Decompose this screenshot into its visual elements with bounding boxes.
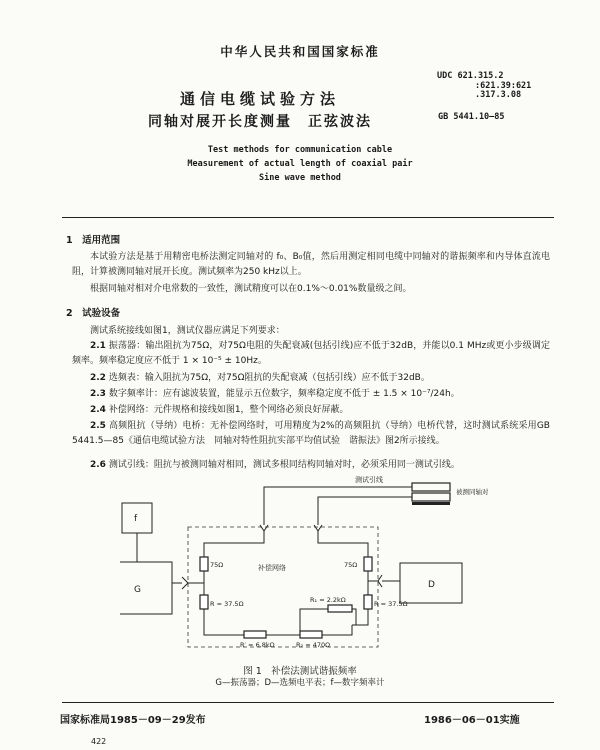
- test-lead-wire: [318, 497, 412, 525]
- resistor-r-left: [200, 595, 208, 609]
- network-connector: [378, 575, 382, 587]
- clause: [72, 419, 550, 449]
- clause-number: 2.1: [90, 341, 106, 351]
- resistor-r1: [328, 605, 352, 612]
- resistor-label: 75Ω: [344, 561, 358, 569]
- resistor-label: R₁ = 2.2kΩ: [310, 596, 346, 604]
- coax-connector: [412, 483, 450, 491]
- udc-classification: [437, 72, 531, 101]
- level-meter-label: D: [428, 580, 435, 590]
- udc-line: UDC 621.315.2: [437, 71, 504, 81]
- clause-number: 2.4: [90, 405, 106, 415]
- page-number: 422: [91, 737, 107, 746]
- country-standard-heading: 中华人民共和国国家标准: [220, 44, 380, 59]
- clause-text: 高频阻抗（导纳）电桥：无补偿网络时，可用精度为2%的高频阻抗（导纳）电桥代替，这时测试系统采用GB 5441.5—85《通信电缆试验方法 同轴对特性阻抗实部平均值试验 谐振法》图2所示接线。: [72, 421, 550, 446]
- footer-rule: [62, 702, 554, 703]
- clause: [72, 387, 550, 402]
- resistor-75-right: [364, 557, 372, 571]
- section-heading: 1 适用范围: [66, 235, 121, 246]
- clause-text: 测试引线：阻抗与被测同轴对相同，测试多根同结构同轴对时，必须采用同一测试引线。: [108, 460, 460, 470]
- network-connector: [314, 525, 322, 531]
- network-connector: [260, 525, 268, 531]
- clause-number: 2.3: [90, 389, 106, 399]
- resistor-75-left: [200, 557, 208, 571]
- network-label: 补偿网络: [258, 564, 286, 572]
- clause: [72, 339, 550, 369]
- coax-cable: [412, 502, 450, 505]
- udc-line: .317.3.08: [475, 90, 522, 100]
- resistor-label: 75Ω: [210, 561, 224, 569]
- wire: [318, 531, 368, 557]
- wire: [352, 609, 356, 625]
- resistor-label: R′ = 6.8kΩ: [240, 641, 275, 649]
- effective-date: 1986－06－01实施: [424, 715, 520, 726]
- paragraph: 测试系统接线如图1，测试仪器应满足下列要求：: [90, 326, 285, 336]
- english-title-line: Measurement of actual length of coaxial pair: [187, 159, 413, 169]
- clause: [72, 458, 550, 473]
- resistor-label: R = 37.5Ω: [374, 600, 408, 608]
- english-title-line: Sine wave method: [259, 173, 341, 183]
- clause-text: 补偿网络：元件规格和接线如图1，整个网络必须良好屏蔽。: [108, 405, 349, 415]
- section-heading: 2 试验设备: [66, 308, 121, 319]
- resistor-r-prime: [244, 631, 266, 638]
- coax-under-test-label: 被测同轴对: [456, 488, 489, 496]
- frequency-counter-label: f: [134, 514, 138, 524]
- document-subtitle: 同轴对展开长度测量 正弦波法: [148, 114, 372, 130]
- clause-text: 选频表：输入阻抗为75Ω，对75Ω阻抗的失配衰减（包括引线）应不低于32dB。: [108, 373, 430, 383]
- oscillator-box: [120, 562, 172, 614]
- network-shield: [188, 527, 378, 647]
- clause-text: 数字频率计：应有滤波装置，能显示五位数字，频率稳定度不低于 ± 1.5 × 10⁻⁷/24h。: [108, 389, 460, 399]
- issue-date: 国家标准局1985－09－29发布: [60, 715, 206, 726]
- figure-legend: G—振荡器；D—选频电平表；f—数字频率计: [215, 678, 385, 688]
- english-title-line: Test methods for communication cable: [207, 145, 393, 155]
- wire: [322, 625, 352, 635]
- test-lead-label: 测试引线: [355, 476, 383, 484]
- resistor-label: R = 37.5Ω: [210, 600, 244, 608]
- clause: [72, 371, 550, 386]
- resistor-r2: [300, 631, 322, 638]
- gb-number: GB 5441.10—85: [438, 112, 505, 122]
- figure-caption: 图 1 补偿法测试谐振频率: [243, 666, 357, 677]
- coax-connector: [412, 493, 450, 501]
- clause-text: 振荡器：输出阻抗为75Ω，对75Ω电阻的失配衰减(包括引线)应不低于32dB，并能以0.1 MHz或更小步级调定频率。频率稳定度应不低于 1 × 10⁻⁵ ± 10Hz。: [72, 341, 550, 366]
- circuit-diagram: [120, 475, 500, 660]
- test-lead-wire: [264, 487, 412, 525]
- wire: [204, 609, 244, 635]
- clause-number: 2.2: [90, 373, 106, 383]
- network-connector: [182, 577, 188, 589]
- resistor-r-right: [364, 595, 372, 609]
- clause-number: 2.5: [90, 421, 106, 431]
- paragraph: 根据同轴对相对介电常数的一致性，测试精度可以在0.1%～0.01%数量级之间。: [90, 284, 412, 294]
- header-rule: [62, 217, 554, 218]
- oscillator-label: G: [134, 585, 141, 595]
- document-title: 通信电缆试验方法: [179, 90, 340, 108]
- paragraph: 本试验方法是基于用精密电桥法测定同轴对的 f₀、B₀值，然后用测定相同电缆中同轴对的谐振频率和内导体直流电阻，计算被测同轴对展开长度。测试频率为250 kHz以上。: [72, 252, 550, 277]
- wire: [352, 609, 368, 625]
- clause-number: 2.6: [90, 460, 106, 470]
- english-title: [100, 143, 500, 185]
- udc-line: :621.39:621: [475, 80, 532, 91]
- resistor-label: R₂ = 470Ω: [296, 641, 331, 649]
- wire: [204, 531, 264, 557]
- clause: [72, 403, 550, 418]
